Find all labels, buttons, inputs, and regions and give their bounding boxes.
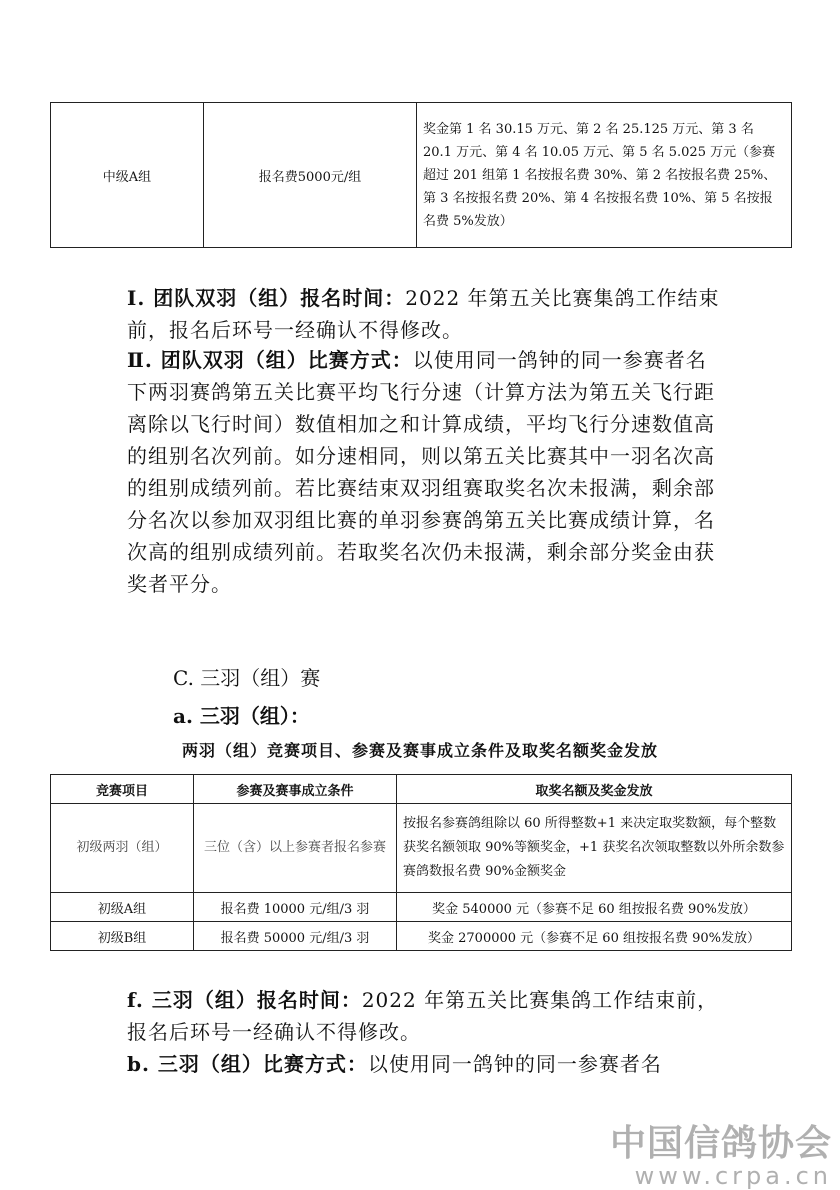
table-header-row — [51, 775, 792, 804]
triple-competition-method-label: b. 三羽（组）比赛方式： — [127, 1052, 368, 1076]
table-header: 竞赛项目 — [51, 775, 194, 804]
table-cell-prize: 奖金 540000 元（参赛不足 60 组按报名费 90%发放） — [397, 893, 792, 922]
table-header: 参赛及赛事成立条件 — [194, 775, 397, 804]
table-cell-condition: 报名费 10000 元/组/3 羽 — [194, 893, 397, 922]
watermark-url: www.crpa.cn — [634, 1162, 832, 1190]
table-cell-fee: 报名费5000元/组 — [204, 103, 417, 248]
triple-registration-time-text: 2022 年第五关比赛集鸽工作结束前，报名后环号一经确认不得修改。 — [127, 988, 719, 1044]
table-row — [51, 922, 792, 951]
table-cell-prize: 奖金第 1 名 30.15 万元、第 2 名 25.125 万元、第 3 名 20.1 万元、第 4 名 10.05 万元、第 5 名 5.025 万元（参赛超过 201 组第 1 名按报名费 30%、第 2 名按报名费 25%、第 3 名按报名费 20%、第 4 名按报名费 10%、第 5 名按报名费 5%发放） — [417, 103, 792, 248]
competition-method-label: Ⅱ. 团队双羽（组）比赛方式： — [127, 348, 413, 372]
registration-time-label: Ⅰ. 团队双羽（组）报名时间： — [127, 286, 406, 310]
triple-competition-method-text: 以使用同一鸽钟的同一参赛者名 — [367, 1052, 662, 1076]
registration-time-text: 2022 年第五关比赛集鸽工作结束前，报名后环号一经确认不得修改。 — [127, 286, 720, 342]
competition-method-paragraph — [127, 344, 727, 600]
triple-group-table — [50, 774, 792, 951]
prize-table-continued — [50, 102, 792, 248]
table-cell-prize: 奖金 2700000 元（参赛不足 60 组按报名费 90%发放） — [397, 922, 792, 951]
registration-time-paragraph — [127, 282, 727, 346]
subsection-heading-triple: a. 三羽（组）： — [173, 704, 310, 728]
table-header: 取奖名额及奖金发放 — [397, 775, 792, 804]
table-cell-item: 初级A组 — [51, 893, 194, 922]
triple-registration-time-paragraph — [127, 984, 727, 1048]
competition-method-text: 以使用同一鸽钟的同一参赛者名下两羽赛鸽第五关比赛平均飞行分速（计算方法为第五关飞行距离除以飞行时间）数值相加之和计算成绩，平均飞行分速数值高的组别名次列前。如分速相同，则以第五关比赛其中一羽名次高的组别成绩列前。若比赛结束双羽组赛取奖名次未报满，剩余部分名次以参加双羽组比赛的单羽参赛鸽第五关比赛成绩计算，名次高的组别成绩列前。若取奖名次仍未报满，剩余部分奖金由获奖者平分。 — [127, 348, 715, 596]
table-caption: 两羽（组）竞赛项目、参赛及赛事成立条件及取奖名额奖金发放 — [181, 741, 658, 760]
table-cell-item: 初级B组 — [51, 922, 194, 951]
watermark-logo — [610, 1115, 832, 1190]
table-cell-condition: 报名费 50000 元/组/3 羽 — [194, 922, 397, 951]
table-cell-item: 初级两羽（组） — [51, 804, 194, 893]
section-heading-triple: C. 三羽（组）赛 — [173, 666, 321, 690]
table-row — [51, 103, 792, 248]
table-row — [51, 893, 792, 922]
table-cell-condition: 三位（含）以上参赛者报名参赛 — [194, 804, 397, 893]
table-cell-prize: 按报名参赛鸽组除以 60 所得整数+1 来决定取奖数额，每个整数获奖名额领取 90%等额奖金，+1 获奖名次领取整数以外所余数参赛鸽数报名费 90%金额奖金 — [397, 804, 792, 893]
triple-registration-time-label: f. 三羽（组）报名时间： — [127, 988, 362, 1012]
triple-competition-method-paragraph — [127, 1048, 727, 1080]
watermark-name: 中国信鸽协会 — [609, 1123, 832, 1164]
table-row — [51, 804, 792, 893]
table-cell-group: 中级A组 — [51, 103, 204, 248]
